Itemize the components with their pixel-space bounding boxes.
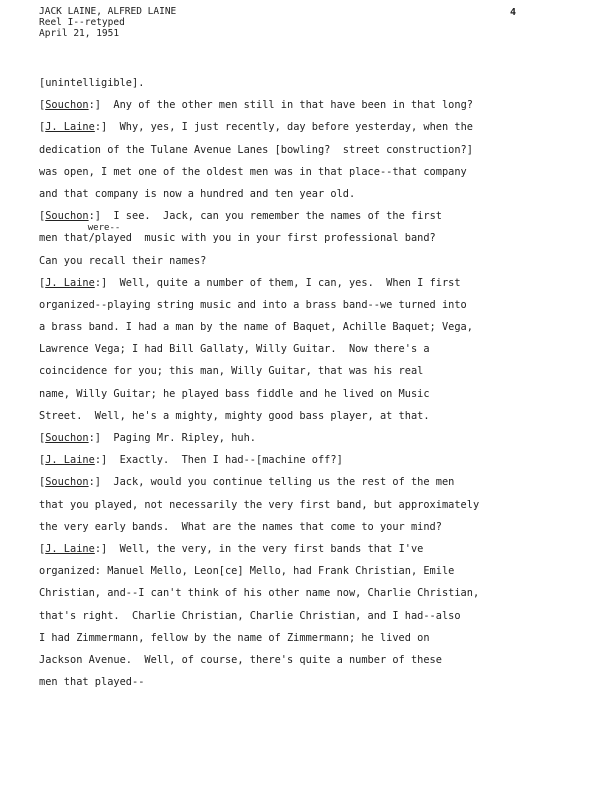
line-text: name, Willy Guitar; he played bass fiddle and he lived on Music bbox=[39, 387, 430, 400]
transcript-line bbox=[39, 521, 579, 543]
line-text: and that company is now a hundred and ten year old. bbox=[39, 187, 356, 200]
transcript-line bbox=[39, 587, 579, 609]
line-text: Can you recall their names? bbox=[39, 254, 207, 267]
line-text: men that played-- bbox=[39, 676, 145, 689]
line-text: that's right. Charlie Christian, Charlie Christian, and I had--also bbox=[39, 609, 461, 622]
line-text: a brass band. I had a man by the name of Baquet, Achille Baquet; Vega, bbox=[39, 321, 473, 334]
transcript-line bbox=[39, 432, 579, 454]
transcript-line bbox=[39, 632, 579, 654]
line-text: men that/played music with you in your first professional band? bbox=[39, 232, 436, 245]
line-text: [unintelligible]. bbox=[39, 77, 145, 89]
speaker-label: J. Laine bbox=[45, 542, 95, 555]
line-text: :] Well, quite a number of them, I can, yes. When I first bbox=[94, 276, 461, 289]
line-text: :] Well, the very, in the very first bands that I've bbox=[94, 542, 424, 555]
line-text: organized--playing string music and into a brass band--we turned into bbox=[39, 298, 467, 311]
transcript-line bbox=[39, 410, 579, 432]
line-text: Christian, and--I can't think of his other name now, Charlie Christian, bbox=[39, 587, 480, 600]
transcript-line bbox=[39, 321, 579, 343]
line-text: [ bbox=[39, 476, 46, 489]
line-text: :] Paging Mr. Ripley, huh. bbox=[88, 432, 256, 444]
speaker-label: J. Laine bbox=[45, 121, 95, 134]
line-text: that you played, not necessarily the very first band, but approximately bbox=[39, 498, 480, 511]
transcript-line bbox=[39, 610, 579, 632]
transcript-line bbox=[39, 255, 579, 277]
transcript-line bbox=[39, 476, 579, 498]
document-header bbox=[39, 6, 176, 39]
transcript-line bbox=[39, 454, 579, 476]
transcript-line bbox=[39, 543, 579, 565]
page-number: 4 bbox=[509, 7, 516, 18]
transcript-line bbox=[39, 654, 579, 676]
transcript-body bbox=[39, 77, 579, 698]
line-text: Lawrence Vega; I had Bill Gallaty, Willy Guitar. Now there's a bbox=[39, 343, 430, 356]
line-text: [ bbox=[39, 121, 46, 134]
line-text: dedication of the Tulane Avenue Lanes [bowling? street construction?] bbox=[39, 143, 473, 156]
speaker-label: J. Laine bbox=[45, 276, 95, 289]
line-text: :] I see. Jack, can you remember the names of the first bbox=[88, 210, 442, 223]
line-text: Street. Well, he's a mighty, mighty good bass player, at that. bbox=[39, 409, 430, 422]
speaker-label: Souchon bbox=[45, 476, 89, 489]
transcript-line bbox=[39, 299, 579, 321]
line-text: [ bbox=[39, 454, 46, 467]
transcript-line bbox=[39, 499, 579, 521]
header-interviewees: JACK LAINE, ALFRED LAINE bbox=[39, 6, 177, 17]
transcript-line bbox=[39, 121, 579, 143]
line-text: the very early bands. What are the names that come to your mind? bbox=[39, 520, 442, 533]
interlinear-insertion: were-- bbox=[39, 223, 121, 234]
transcript-line bbox=[39, 223, 579, 254]
transcript-line bbox=[39, 676, 579, 698]
transcript-line bbox=[39, 77, 579, 99]
line-text: [ bbox=[39, 432, 46, 444]
transcript-line bbox=[39, 99, 579, 121]
line-text: I had Zimmermann, fellow by the name of Zimmermann; he lived on bbox=[39, 631, 430, 644]
line-text: Jackson Avenue. Well, of course, there's quite a number of these bbox=[39, 653, 442, 666]
line-text: organized: Manuel Mello, Leon[ce] Mello, had Frank Christian, Emile bbox=[39, 565, 455, 578]
line-text: :] Jack, would you continue telling us the rest of the men bbox=[88, 476, 455, 489]
line-text: [ bbox=[39, 210, 46, 223]
line-text: [ bbox=[39, 99, 46, 112]
line-text: [ bbox=[39, 542, 46, 555]
line-text: :] Exactly. Then I had--[machine off?] bbox=[94, 454, 343, 467]
line-text: :] Why, yes, I just recently, day before yesterday, when the bbox=[94, 121, 473, 134]
line-text: :] Any of the other men still in that have been in that long? bbox=[88, 99, 473, 112]
header-reel: Reel I--retyped bbox=[39, 17, 125, 28]
speaker-label: J. Laine bbox=[45, 454, 95, 467]
header-date: April 21, 1951 bbox=[39, 28, 120, 39]
transcript-line bbox=[39, 166, 579, 188]
line-text: [ bbox=[39, 276, 46, 289]
transcript-line bbox=[39, 144, 579, 166]
transcript-line bbox=[39, 188, 579, 210]
transcript-line bbox=[39, 365, 579, 387]
transcript-line bbox=[39, 343, 579, 365]
speaker-label: Souchon bbox=[45, 432, 89, 444]
transcript-line bbox=[39, 565, 579, 587]
transcript-line bbox=[39, 388, 579, 410]
line-text: coincidence for you; this man, Willy Guitar, that was his real bbox=[39, 365, 424, 378]
transcript-line bbox=[39, 277, 579, 299]
speaker-label: Souchon bbox=[45, 210, 89, 223]
line-text: was open, I met one of the oldest men was in that place--that company bbox=[39, 165, 467, 178]
speaker-label: Souchon bbox=[45, 99, 89, 112]
